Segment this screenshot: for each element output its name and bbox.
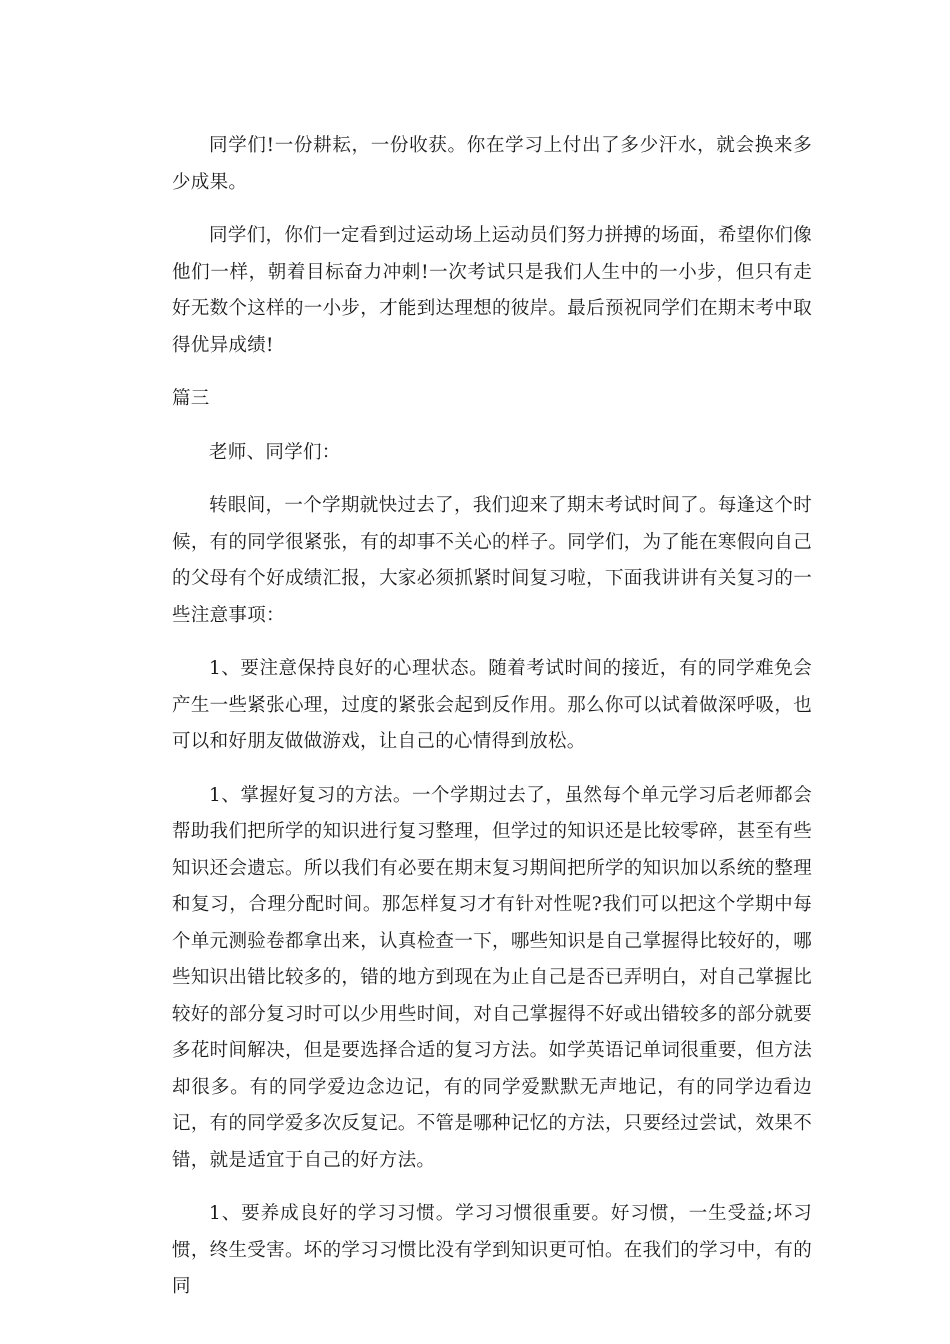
paragraph-point-habits: 1、要养成良好的学习习惯。学习习惯很重要。好习惯，一生受益;坏习惯，终生受害。坏的学习习惯比没有学到知识更可怕。在我们的学习中，有的同 bbox=[172, 1203, 812, 1297]
paragraph-point-method: 1、掌握好复习的方法。一个学期过去了，虽然每个单元学习后老师都会帮助我们把所学的知识进行复习整理，但学过的知识还是比较零碎，甚至有些知识还会遗忘。所以我们有必要在期末复习期间把所学的知识加以系统的整理和复习，合理分配时间。那怎样复习才有针对性呢?我们可以把这个学期中每个单元测验卷都拿出来，认真检查一下，哪些知识是自己掌握得比较好的，哪些知识出错比较多的，错的地方到现在为止自己是否已弄明白，对自己掌握比较好的部分复习时可以少用些时间，对自己掌握得不好或出错较多的部分就要多花时间解决，但是要选择合适的复习方法。如学英语记单词很重要，但方法却很多。有的同学爱边念边记，有的同学爱默默无声地记，有的同学边看边记，有的同学爱多次反复记。不管是哪种记忆的方法，只要经过尝试，效果不错，就是适宜于自己的好方法。 bbox=[172, 784, 812, 1171]
paragraph-harvest: 同学们!一份耕耘，一份收获。你在学习上付出了多少汗水，就会换来多少成果。 bbox=[172, 135, 812, 193]
section-heading: 篇三 bbox=[172, 388, 210, 409]
salutation: 老师、同学们： bbox=[209, 441, 341, 463]
paragraph-encouragement: 同学们，你们一定看到过运动场上运动员们努力拼搏的场面，希望你们像他们一样，朝着目标奋力冲刺!一次考试只是我们人生中的一小步，但只有走好无数个这样的一小步，才能到达理想的彼岸。最后预祝同学们在期末考中取得优异成绩! bbox=[172, 225, 812, 356]
paragraph-point-mindset: 1、要注意保持良好的心理状态。随着考试时间的接近，有的同学难免会产生一些紧张心理，过度的紧张会起到反作用。那么你可以试着做深呼吸，也可以和好朋友做做游戏，让自己的心情得到放松。 bbox=[172, 658, 812, 752]
document-body bbox=[172, 128, 812, 1323]
paragraph-introduction: 转眼间，一个学期就快过去了，我们迎来了期末考试时间了。每逢这个时候，有的同学很紧张，有的却事不关心的样子。同学们，为了能在寒假向自己的父母有个好成绩汇报，大家必须抓紧时间复习啦，下面我讲讲有关复习的一些注意事项： bbox=[172, 495, 812, 626]
